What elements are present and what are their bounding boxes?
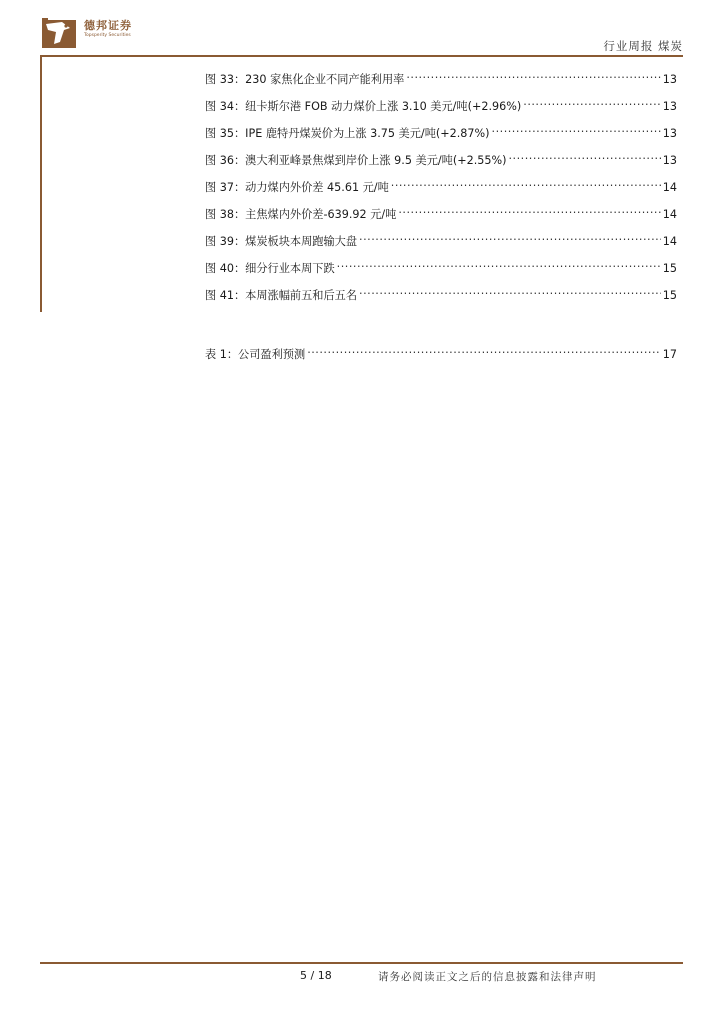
toc-entry-figure-37[interactable] — [205, 175, 677, 194]
toc-leader-dots — [359, 229, 661, 245]
toc-entry-figure-34[interactable] — [205, 94, 677, 113]
company-name-en: Topsperity Securities — [84, 33, 131, 38]
toc-entry-label: 表 1：公司盈利预测 — [205, 348, 306, 361]
toc-leader-dots — [398, 202, 660, 218]
toc-entry-label: 图 35：IPE 鹿特丹煤炭价为上涨 3.75 美元/吨(+2.87%) — [205, 127, 490, 140]
toc-entry-page: 14 — [662, 181, 677, 194]
toc-leader-dots — [523, 94, 660, 110]
toc-entry-page: 15 — [662, 262, 677, 275]
header-divider — [40, 55, 683, 57]
page-number: 5 / 18 — [300, 969, 332, 982]
toc-entry-figure-40[interactable] — [205, 256, 677, 275]
toc-entry-page: 13 — [662, 127, 677, 140]
toc-entry-figure-33[interactable] — [205, 67, 677, 86]
legal-disclaimer: 请务必阅读正文之后的信息披露和法律声明 — [378, 971, 597, 983]
toc-entry-label: 图 39：煤炭板块本周跑输大盘 — [205, 235, 358, 248]
toc-entry-table-1[interactable] — [205, 342, 677, 361]
toc-entry-figure-36[interactable] — [205, 148, 677, 167]
toc-entry-figure-41[interactable] — [205, 283, 677, 302]
toc-entry-label: 图 41：本周涨幅前五和后五名 — [205, 289, 358, 302]
toc-entry-label: 图 40：细分行业本周下跌 — [205, 262, 335, 275]
toc-leader-dots — [406, 67, 660, 83]
dragon-logo-icon — [40, 14, 80, 50]
toc-entry-figure-39[interactable] — [205, 229, 677, 248]
toc-leader-dots — [492, 121, 661, 137]
toc-leader-dots — [337, 256, 661, 272]
toc-entry-label: 图 34：纽卡斯尔港 FOB 动力煤价上涨 3.10 美元/吨(+2.96%) — [205, 100, 522, 113]
company-logo — [40, 14, 140, 50]
report-category: 行业周报 煤炭 — [603, 39, 683, 53]
toc-entry-page: 14 — [662, 235, 677, 248]
toc-entry-label: 图 38：主焦煤内外价差-639.92 元/吨 — [205, 208, 397, 221]
toc-entry-page: 13 — [662, 100, 677, 113]
toc-entry-page: 13 — [662, 154, 677, 167]
toc-entry-label: 图 36：澳大利亚峰景焦煤到岸价上涨 9.5 美元/吨(+2.55%) — [205, 154, 507, 167]
toc-entry-label: 图 37：动力煤内外价差 45.61 元/吨 — [205, 181, 389, 194]
toc-entry-figure-38[interactable] — [205, 202, 677, 221]
toc-leader-dots — [359, 283, 661, 299]
toc-entry-label: 图 33：230 家焦化企业不同产能利用率 — [205, 73, 405, 86]
footer-divider — [40, 962, 683, 964]
toc-entry-page: 14 — [662, 208, 677, 221]
toc-leader-dots — [509, 148, 661, 164]
company-name-cn: 德邦证券 — [84, 19, 132, 32]
toc-leader-dots — [391, 175, 661, 191]
toc-entry-figure-35[interactable] — [205, 121, 677, 140]
toc-entry-page: 17 — [662, 348, 677, 361]
toc-entry-page: 13 — [662, 73, 677, 86]
toc-entry-page: 15 — [662, 289, 677, 302]
toc-leader-dots — [307, 342, 661, 358]
left-margin-bar — [40, 55, 42, 312]
